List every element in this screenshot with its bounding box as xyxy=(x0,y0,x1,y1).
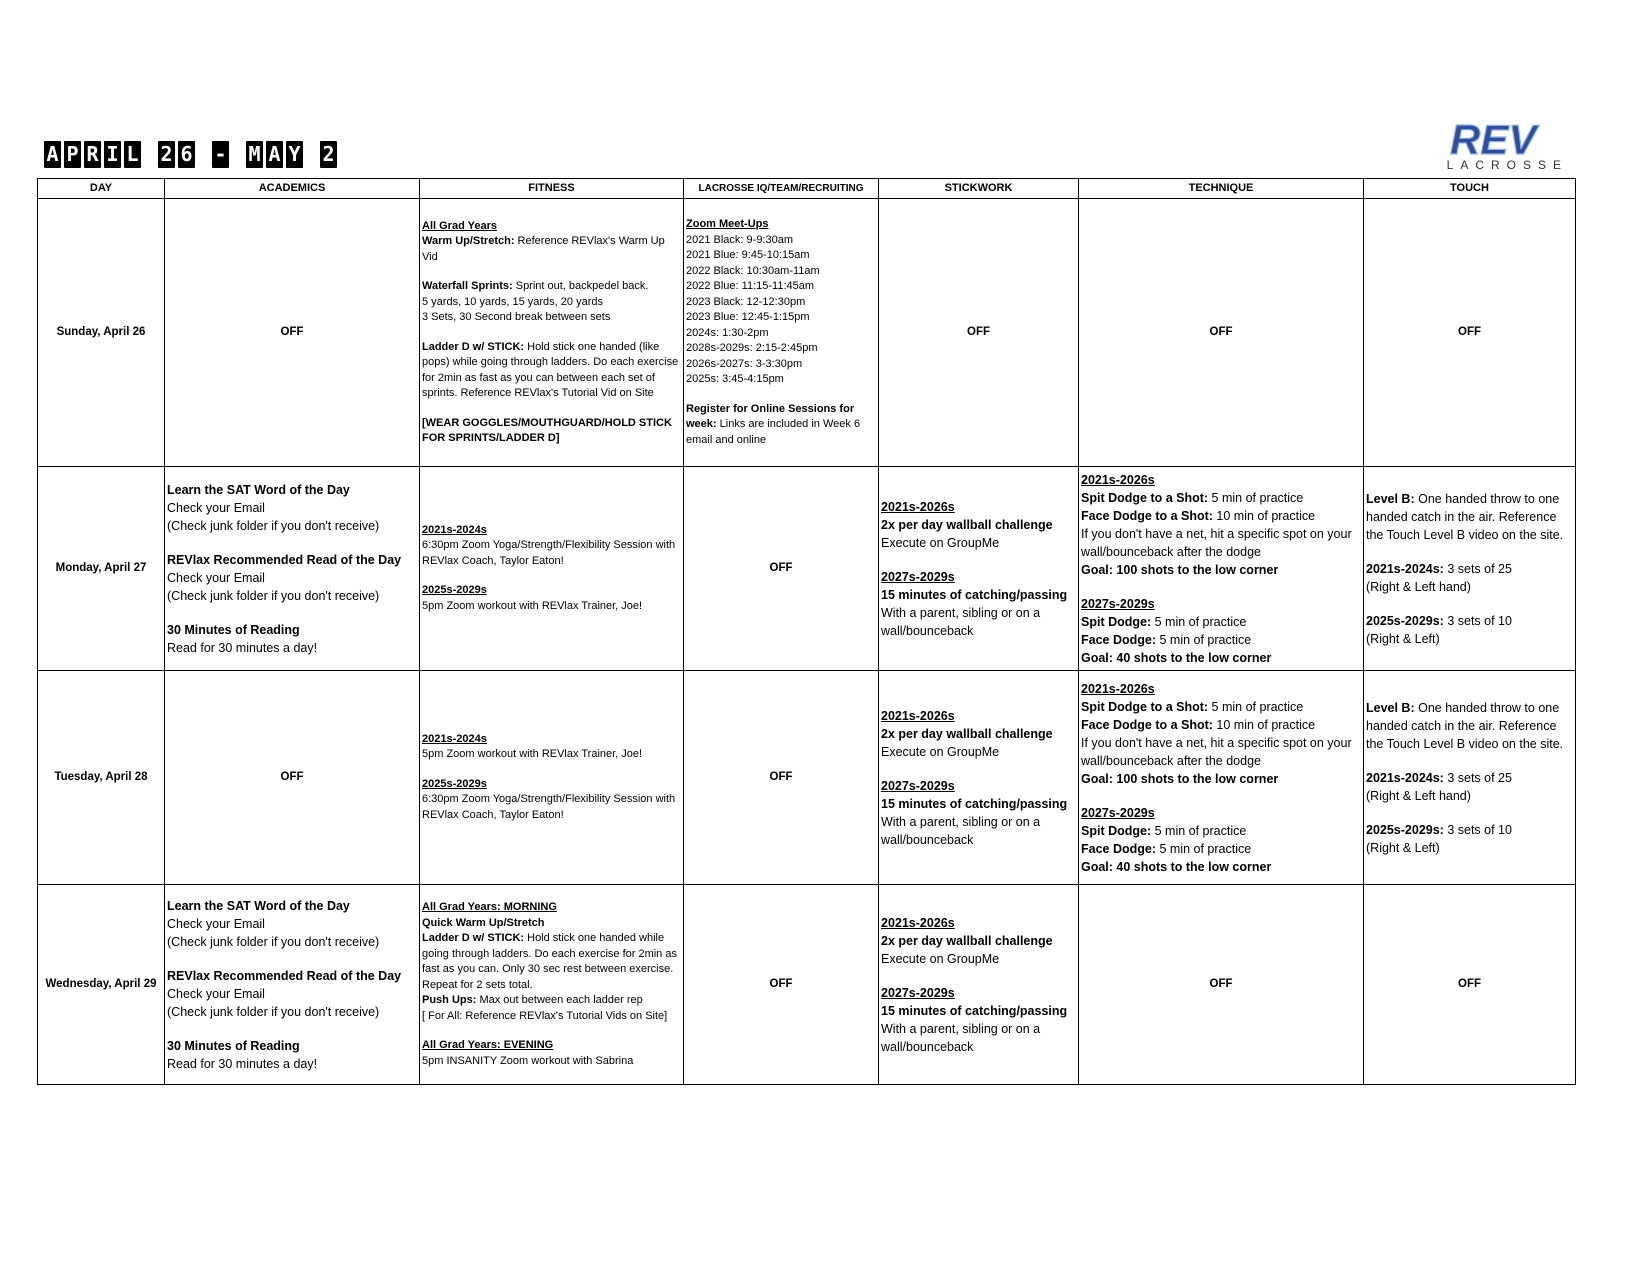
stickwork-text: Execute on GroupMe xyxy=(881,744,1000,759)
stickwork-text: Execute on GroupMe xyxy=(881,535,1000,550)
fitness-heading: 2025s-2029s xyxy=(422,777,487,790)
technique-label: Spit Dodge to a Shot: xyxy=(1081,699,1209,714)
rev-logo-icon xyxy=(1440,118,1568,160)
fitness-cell xyxy=(420,199,684,467)
title-letter: 6 xyxy=(178,141,195,168)
stickwork-text: With a parent, sibling or on a wall/bounceback xyxy=(881,605,1041,638)
technique-text: If you don't have a net, hit a specific spot on your wall/bounceback after the dodge xyxy=(1081,526,1352,559)
day-cell: Monday, April 27 xyxy=(38,467,165,671)
technique-text: If you don't have a net, hit a specific spot on your wall/bounceback after the dodge xyxy=(1081,735,1352,768)
technique-text: 5 min of practice xyxy=(1156,841,1252,856)
fitness-text: Hold stick one handed while going through ladders. Do each exercise for 2min as fast as you can. Only 30 sec rest between exercise. Repeat for 2 sets total. xyxy=(422,932,677,991)
touch-cell xyxy=(1364,467,1576,671)
off-cell: OFF xyxy=(1364,199,1576,467)
off-cell: OFF xyxy=(1079,885,1364,1085)
fitness-text: Sprint out, backpedel back. xyxy=(512,280,649,292)
iq-item: 2026s-2027s: 3-3:30pm xyxy=(686,357,803,370)
fitness-label: Ladder D w/ STICK: xyxy=(422,932,525,944)
technique-text: 10 min of practice xyxy=(1212,717,1316,732)
touch-text: (Right & Left) xyxy=(1366,631,1440,646)
fitness-text: 5pm INSANITY Zoom workout with Sabrina xyxy=(422,1054,634,1067)
stickwork-text: With a parent, sibling or on a wall/bounceback xyxy=(881,814,1041,847)
touch-text: 3 sets of 25 xyxy=(1443,561,1512,576)
academics-text: (Check junk folder if you don't receive) xyxy=(167,1004,380,1019)
technique-heading: 2021s-2026s xyxy=(1081,681,1155,696)
iq-label: Register for Online Sessions for week: xyxy=(686,402,855,430)
technique-cell xyxy=(1079,671,1364,885)
technique-heading: 2021s-2026s xyxy=(1081,472,1155,487)
iq-heading: Zoom Meet-Ups xyxy=(686,218,769,230)
academics-text: Check your Email xyxy=(167,500,265,515)
academics-text: Check your Email xyxy=(167,570,265,585)
academics-text: Check your Email xyxy=(167,986,265,1001)
stickwork-heading: 2021s-2026s xyxy=(881,915,955,930)
title-letter: A xyxy=(44,141,61,168)
iq-item: 2021 Blue: 9:45-10:15am xyxy=(686,249,810,261)
fitness-text: [ For All: Reference REVlax's Tutorial Vids on Site] xyxy=(422,1009,668,1022)
title-letter: R xyxy=(84,141,101,168)
fitness-label: Warm Up/Stretch: xyxy=(422,235,515,247)
academics-text: (Check junk folder if you don't receive) xyxy=(167,518,380,533)
title-letter: - xyxy=(212,141,229,168)
touch-label: 2021s-2024s: xyxy=(1366,561,1444,576)
touch-label: 2021s-2024s: xyxy=(1366,770,1444,785)
touch-cell xyxy=(1364,671,1576,885)
column-header-day: DAY xyxy=(38,179,165,199)
stickwork-label: 2x per day wallball challenge xyxy=(881,726,1053,741)
stickwork-heading: 2021s-2026s xyxy=(881,499,955,514)
title-letter: A xyxy=(266,141,283,168)
table-row xyxy=(38,671,1576,885)
column-header-technique: TECHNIQUE xyxy=(1079,179,1364,199)
technique-text: 5 min of practice xyxy=(1208,699,1304,714)
header-row xyxy=(38,179,1576,199)
title-letter: I xyxy=(104,141,121,168)
off-cell: OFF xyxy=(1079,199,1364,467)
stickwork-text: With a parent, sibling or on a wall/bounceback xyxy=(881,1021,1041,1054)
column-header-stickwork: STICKWORK xyxy=(879,179,1079,199)
table-row xyxy=(38,885,1576,1085)
off-cell: OFF xyxy=(684,671,879,885)
fitness-text: 3 Sets, 30 Second break between sets xyxy=(422,311,611,323)
technique-text: 5 min of practice xyxy=(1151,614,1247,629)
off-cell: OFF xyxy=(1364,885,1576,1085)
logo-wordmark: LACROSSE xyxy=(1446,158,1568,172)
schedule-table xyxy=(37,178,1576,1085)
stickwork-heading: 2021s-2026s xyxy=(881,708,955,723)
off-cell: OFF xyxy=(165,671,420,885)
technique-text: 5 min of practice xyxy=(1208,490,1304,505)
iq-item: 2022 Blue: 11:15-11:45am xyxy=(686,280,815,292)
technique-label: Face Dodge: xyxy=(1081,632,1157,647)
academics-text: Read for 30 minutes a day! xyxy=(167,640,318,655)
technique-label: Spit Dodge to a Shot: xyxy=(1081,490,1209,505)
iq-item: 2022 Black: 10:30am-11am xyxy=(686,264,820,277)
touch-label: Level B: xyxy=(1366,491,1415,506)
fitness-heading: All Grad Years: EVENING xyxy=(422,1039,554,1051)
stickwork-heading: 2027s-2029s xyxy=(881,985,955,1000)
technique-goal: Goal: 100 shots to the low corner xyxy=(1081,771,1279,786)
fitness-text: Hold stick one handed (like pops) while going through ladders. Do each exercise for 2min as fast as you can between each set of sprints. Reference REVlax's Tutorial Vid on Site xyxy=(422,340,679,399)
iq-text: Links are included in Week 6 email and online xyxy=(686,418,861,446)
fitness-heading: All Grad Years: MORNING xyxy=(422,901,557,913)
fitness-heading: 2021s-2024s xyxy=(422,732,487,745)
fitness-text: 5pm Zoom workout with REVlax Trainer, Joe! xyxy=(422,748,643,761)
technique-goal: Goal: 40 shots to the low corner xyxy=(1081,859,1272,874)
touch-text: 3 sets of 25 xyxy=(1443,770,1512,785)
table-row xyxy=(38,199,1576,467)
fitness-label: Quick Warm Up/Stretch xyxy=(422,916,545,929)
stickwork-label: 2x per day wallball challenge xyxy=(881,933,1053,948)
academics-heading: Learn the SAT Word of the Day xyxy=(167,482,350,497)
title-letter: 2 xyxy=(158,141,175,168)
column-header-academics: ACADEMICS xyxy=(165,179,420,199)
touch-text: 3 sets of 10 xyxy=(1443,613,1512,628)
stickwork-cell xyxy=(879,671,1079,885)
academics-text: (Check junk folder if you don't receive) xyxy=(167,588,380,603)
iq-item: 2028s-2029s: 2:15-2:45pm xyxy=(686,342,818,354)
touch-text: 3 sets of 10 xyxy=(1443,822,1512,837)
academics-text: Read for 30 minutes a day! xyxy=(167,1056,318,1071)
logo-text: REV xyxy=(1450,118,1537,160)
fitness-text: 5 yards, 10 yards, 15 yards, 20 yards xyxy=(422,295,603,308)
stickwork-cell xyxy=(879,885,1079,1085)
rev-lacrosse-logo xyxy=(1440,118,1568,176)
iq-item: 2025s: 3:45-4:15pm xyxy=(686,373,784,385)
off-cell: OFF xyxy=(879,199,1079,467)
stickwork-label: 2x per day wallball challenge xyxy=(881,517,1053,532)
title-letter: M xyxy=(246,141,263,168)
technique-heading: 2027s-2029s xyxy=(1081,805,1155,820)
touch-label: 2025s-2029s: xyxy=(1366,822,1444,837)
column-header-touch: TOUCH xyxy=(1364,179,1576,199)
iq-item: 2024s: 1:30-2pm xyxy=(686,326,769,339)
day-cell: Sunday, April 26 xyxy=(38,199,165,467)
column-header-fitness: FITNESS xyxy=(420,179,684,199)
touch-label: 2025s-2029s: xyxy=(1366,613,1444,628)
technique-label: Spit Dodge: xyxy=(1081,614,1152,629)
title-letter: P xyxy=(64,141,81,168)
off-cell: OFF xyxy=(165,199,420,467)
lacrosse-iq-cell xyxy=(684,199,879,467)
fitness-text: 5pm Zoom workout with REVlax Trainer, Joe! xyxy=(422,599,643,612)
technique-label: Spit Dodge: xyxy=(1081,823,1152,838)
iq-item: 2021 Black: 9-9:30am xyxy=(686,233,794,246)
technique-text: 10 min of practice xyxy=(1212,508,1316,523)
page-title xyxy=(44,141,340,168)
stickwork-heading: 2027s-2029s xyxy=(881,778,955,793)
off-cell: OFF xyxy=(684,885,879,1085)
stickwork-heading: 2027s-2029s xyxy=(881,569,955,584)
fitness-label: Push Ups: xyxy=(422,994,477,1006)
technique-label: Face Dodge to a Shot: xyxy=(1081,508,1213,523)
iq-item: 2023 Blue: 12:45-1:15pm xyxy=(686,311,810,323)
touch-text: One handed throw to one handed catch in the air. Reference the Touch Level B video on the site. xyxy=(1366,491,1564,542)
touch-text: (Right & Left hand) xyxy=(1366,579,1471,594)
academics-cell xyxy=(165,467,420,671)
technique-text: 5 min of practice xyxy=(1156,632,1252,647)
fitness-text: Max out between each ladder rep xyxy=(476,994,643,1006)
day-cell: Tuesday, April 28 xyxy=(38,671,165,885)
title-letter: Y xyxy=(286,141,303,168)
touch-label: Level B: xyxy=(1366,700,1415,715)
technique-goal: Goal: 40 shots to the low corner xyxy=(1081,650,1272,665)
academics-heading: Learn the SAT Word of the Day xyxy=(167,898,350,913)
fitness-label: Ladder D w/ STICK: xyxy=(422,340,525,353)
fitness-cell xyxy=(420,885,684,1085)
stickwork-label: 15 minutes of catching/passing xyxy=(881,1003,1068,1018)
fitness-note: [WEAR GOGGLES/MOUTHGUARD/HOLD STICK FOR SPRINTS/LADDER D] xyxy=(422,416,672,444)
stickwork-label: 15 minutes of catching/passing xyxy=(881,796,1068,811)
fitness-heading: 2021s-2024s xyxy=(422,523,487,536)
touch-text: One handed throw to one handed catch in the air. Reference the Touch Level B video on the site. xyxy=(1366,700,1564,751)
technique-heading: 2027s-2029s xyxy=(1081,596,1155,611)
touch-text: (Right & Left) xyxy=(1366,840,1440,855)
academics-heading: 30 Minutes of Reading xyxy=(167,622,300,637)
iq-item: 2023 Black: 12-12:30pm xyxy=(686,295,806,308)
fitness-cell xyxy=(420,467,684,671)
title-letter: 2 xyxy=(320,141,337,168)
academics-heading: REVlax Recommended Read of the Day xyxy=(167,968,402,983)
stickwork-text: Execute on GroupMe xyxy=(881,951,1000,966)
fitness-heading: All Grad Years xyxy=(422,219,498,232)
academics-cell xyxy=(165,885,420,1085)
academics-text: (Check junk folder if you don't receive) xyxy=(167,934,380,949)
fitness-text: 6:30pm Zoom Yoga/Strength/Flexibility Session with REVlax Coach, Taylor Eaton! xyxy=(422,793,676,821)
touch-text: (Right & Left hand) xyxy=(1366,788,1471,803)
column-header-lacrosse-iq: LACROSSE IQ/TEAM/RECRUITING xyxy=(684,179,879,199)
fitness-text: Reference REVlax's Warm Up Vid xyxy=(422,235,665,263)
academics-heading: REVlax Recommended Read of the Day xyxy=(167,552,402,567)
fitness-text: 6:30pm Zoom Yoga/Strength/Flexibility Session with REVlax Coach, Taylor Eaton! xyxy=(422,539,676,567)
academics-heading: 30 Minutes of Reading xyxy=(167,1038,300,1053)
stickwork-cell xyxy=(879,467,1079,671)
title-letter: L xyxy=(124,141,141,168)
stickwork-label: 15 minutes of catching/passing xyxy=(881,587,1068,602)
technique-label: Face Dodge: xyxy=(1081,841,1157,856)
fitness-heading: 2025s-2029s xyxy=(422,584,487,597)
fitness-label: Waterfall Sprints: xyxy=(422,280,513,292)
technique-text: 5 min of practice xyxy=(1151,823,1247,838)
off-cell: OFF xyxy=(684,467,879,671)
fitness-cell xyxy=(420,671,684,885)
technique-goal: Goal: 100 shots to the low corner xyxy=(1081,562,1279,577)
table-row xyxy=(38,467,1576,671)
day-cell: Wednesday, April 29 xyxy=(38,885,165,1085)
academics-text: Check your Email xyxy=(167,916,265,931)
technique-cell xyxy=(1079,467,1364,671)
technique-label: Face Dodge to a Shot: xyxy=(1081,717,1213,732)
